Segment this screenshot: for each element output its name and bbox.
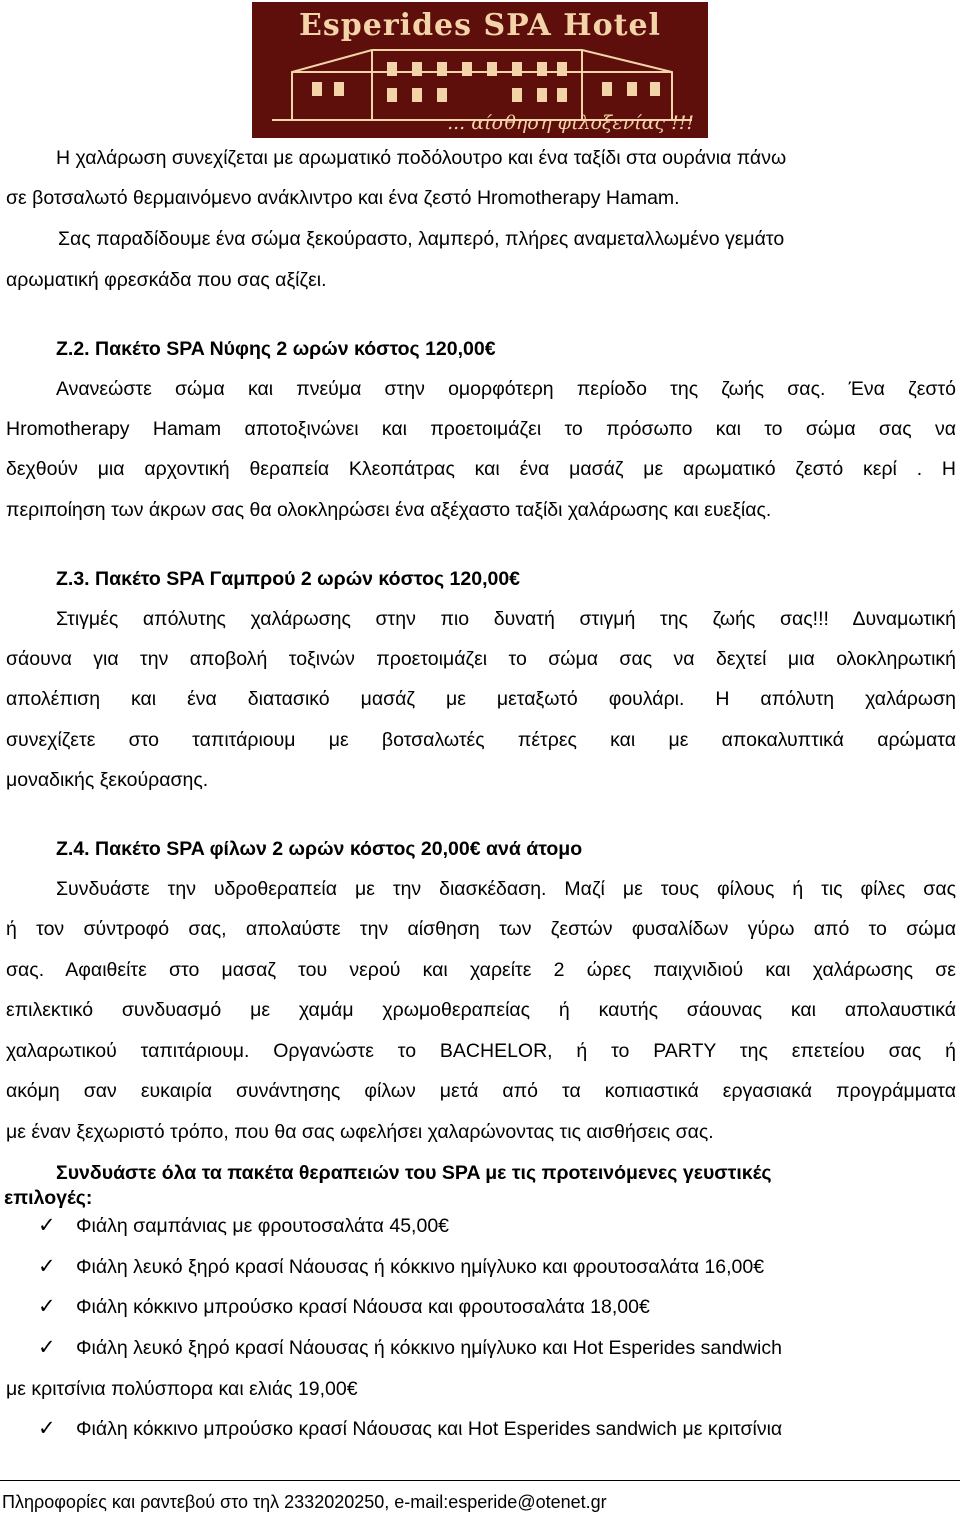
checkmark-icon: ✓ xyxy=(38,1417,56,1440)
combine-heading-cont: επιλογές: xyxy=(4,1187,93,1209)
intro-line: αρωματική φρεσκάδα που σας αξίζει. xyxy=(6,269,327,291)
package-4-line: ή τον σύντροφό σας, απολαύστε την αίσθηση των ζεστών φυσαλίδων γύρω από το σώμα xyxy=(6,918,956,940)
logo-tagline: ... αίσθηση φιλοξενίας !!! xyxy=(447,112,694,134)
package-4-line: Συνδυάστε την υδροθεραπεία με την διασκέδαση. Μαζί με τους φίλους ή τις φίλες σας xyxy=(56,878,956,900)
package-3-line: Στιγμές απόλυτης χαλάρωσης στην πιο δυνατή στιγμή της ζωής σας!!! Δυναμωτική xyxy=(56,608,956,630)
option-item: Φιάλη κόκκινο μπρούσκο κρασί Νάουσα και φρουτοσαλάτα 18,00€ xyxy=(76,1296,650,1318)
footer-contact: Πληροφορίες και ραντεβού στο τηλ 2332020250, e-mail:esperide@otenet.gr xyxy=(2,1492,607,1512)
checkmark-icon: ✓ xyxy=(38,1255,56,1278)
option-item: Φιάλη κόκκινο μπρούσκο κρασί Νάουσας και Hot Esperides sandwich με κριτσίνια xyxy=(76,1418,783,1440)
package-4-line: με έναν ξεχωριστό τρόπο, που θα σας ωφελήσει χαλαρώνοντας τις αισθήσεις σας. xyxy=(6,1121,714,1143)
package-4-line: ακόμη σαν ευκαιρία συνάντησης φίλων μετά από τα κοπιαστικά εργασιακά προγράμματα xyxy=(6,1080,956,1102)
hotel-logo xyxy=(252,2,708,138)
package-4-line: χαλαρωτικού ταπιτάριουμ. Οργανώστε το BACHELOR, ή το PARTY της επετείου σας ή xyxy=(6,1040,956,1062)
checkmark-icon: ✓ xyxy=(38,1295,56,1318)
option-item: Φιάλη λευκό ξηρό κρασί Νάουσας ή κόκκινο ημίγλυκο και φρουτοσαλάτα 16,00€ xyxy=(76,1256,765,1278)
option-item-continuation: με κριτσίνια πολύσπορα και ελιάς 19,00€ xyxy=(6,1378,358,1400)
package-3-line: μοναδικής ξεκούρασης. xyxy=(6,769,209,791)
package-3-line: απολέπιση και ένα διατασικό μασάζ με μεταξωτό φουλάρι. Η απόλυτη χαλάρωση xyxy=(6,688,956,710)
intro-line: σε βοτσαλωτό θερμαινόμενο ανάκλιντρο και ένα ζεστό Hromotherapy Hamam. xyxy=(6,187,680,209)
package-2-line: Ανανεώστε σώμα και πνεύμα στην ομορφότερη περίοδο της ζωής σας. Ένα ζεστό xyxy=(56,378,956,400)
option-item: Φιάλη λευκό ξηρό κρασί Νάουσας ή κόκκινο ημίγλυκο και Hot Esperides sandwich xyxy=(76,1337,782,1359)
intro-line: Η χαλάρωση συνεχίζεται με αρωματικό ποδόλουτρο και ένα ταξίδι στα ουράνια πάνω xyxy=(56,147,787,169)
logo-title: Esperides SPA Hotel xyxy=(299,8,661,43)
checkmark-icon: ✓ xyxy=(38,1214,56,1237)
package-3-heading: Ζ.3. Πακέτο SPA Γαμπρού 2 ωρών κόστος 120,00€ xyxy=(56,568,521,590)
package-2-line: περιποίηση των άκρων σας θα ολοκληρώσει ένα αξέχαστο ταξίδι χαλάρωσης και ευεξίας. xyxy=(6,499,772,521)
package-3-line: σάουνα για την αποβολή τοξινών προετοιμάζει το σώμα σας να δεχτεί μια ολοκληρωτική xyxy=(6,648,956,670)
package-2-heading: Ζ.2. Πακέτο SPA Νύφης 2 ωρών κόστος 120,00€ xyxy=(56,338,496,360)
package-2-line: δεχθούν μια αρχοντική θεραπεία Κλεοπάτρας και ένα μασάζ με αρωματικό ζεστό κερί . Η xyxy=(6,458,956,480)
intro-line: Σας παραδίδουμε ένα σώμα ξεκούραστο, λαμπερό, πλήρες αναμεταλλωμένο γεμάτο xyxy=(58,228,785,250)
checkmark-icon: ✓ xyxy=(38,1336,56,1359)
footer-divider xyxy=(0,1480,960,1481)
package-4-line: σας. Αφαιθείτε στο μασαζ του νερού και χαρείτε 2 ώρες παιχνιδιού και χαλάρωσης σε xyxy=(6,959,956,981)
package-4-line: επιλεκτικό συνδυασμό με χαμάμ χρωμοθεραπείας ή καυτής σάουνας και απολαυστικά xyxy=(6,999,956,1021)
package-4-heading: Ζ.4. Πακέτο SPA φίλων 2 ωρών κόστος 20,00€ ανά άτομο xyxy=(56,838,583,860)
package-2-line: Hromotherapy Hamam αποτοξινώνει και προετοιμάζει το πρόσωπο και το σώμα σας να xyxy=(6,418,956,440)
option-item: Φιάλη σαμπάνιας με φρουτοσαλάτα 45,00€ xyxy=(76,1215,450,1237)
package-3-line: συνεχίζετε στο ταπιτάριουμ με βοτσαλωτές πέτρες και με αποκαλυπτικά αρώματα xyxy=(6,729,956,751)
combine-heading: Συνδυάστε όλα τα πακέτα θεραπειών του SPA με τις προτεινόμενες γευστικές xyxy=(56,1162,772,1184)
